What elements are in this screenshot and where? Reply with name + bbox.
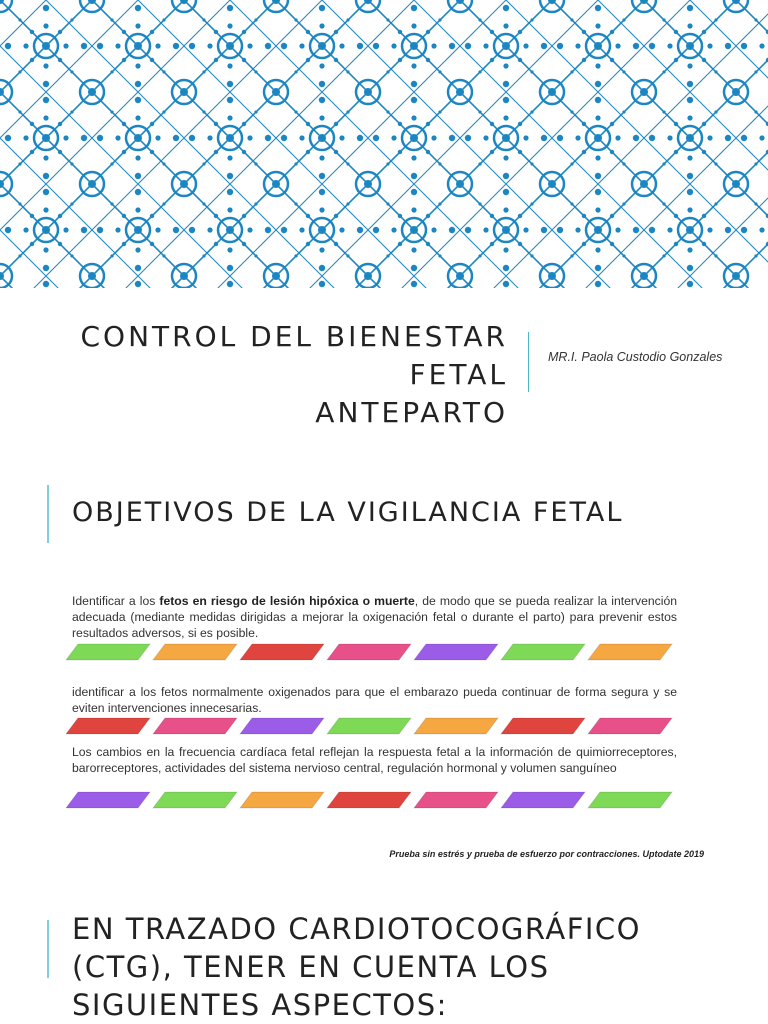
objective-paragraph-2: identificar a los fetos normalmente oxigenados para que el embarazo pueda continuar de forma segura y se eviten intervenciones innecesarias. (72, 685, 677, 715)
color-bar-segment (414, 644, 498, 660)
color-bar-segment (66, 718, 150, 734)
color-bar-segment (240, 792, 324, 808)
color-bar-segment (588, 792, 672, 808)
color-bar-segment (327, 718, 411, 734)
color-bar-segment (240, 644, 324, 660)
color-bar-row-2 (66, 717, 678, 735)
color-bar-segment (501, 718, 585, 734)
slide-title: OBJETIVOS DE LA VIGILANCIA FETAL (72, 497, 624, 528)
objectives-slide (0, 441, 768, 882)
presentation-title (0, 318, 508, 432)
color-bar-segment (501, 644, 585, 660)
author-name: MR.I. Paola Custodio Gonzales (548, 350, 723, 364)
ctg-slide (0, 882, 768, 1024)
color-bar-row-3 (66, 791, 678, 809)
color-bar-segment (501, 792, 585, 808)
color-bar-segment (153, 644, 237, 660)
color-bar-segment (588, 718, 672, 734)
color-bar-segment (66, 644, 150, 660)
color-bar-segment (327, 644, 411, 660)
accent-line (47, 920, 49, 978)
decorative-tile-pattern (0, 0, 768, 288)
title-slide (0, 0, 768, 441)
title-line-2: ANTEPARTO (315, 396, 508, 429)
slide-title: EN TRAZADO CARDIOTOCOGRÁFICO (CTG), TENER EN CUENTA LOS SIGUIENTES ASPECTOS: (72, 912, 641, 1022)
color-bar-segment (414, 718, 498, 734)
color-bar-segment (66, 792, 150, 808)
para1-text-end: , de modo que se pueda realizar la intervención adecuada (mediante medidas dirigidas a mejorar la oxigenación fetal o durante el parto) para prevenir estos resultados adversos, si es posible. (72, 594, 677, 640)
title-divider (528, 332, 529, 392)
title-line-1: CONTROL DEL BIENESTAR FETAL (80, 320, 508, 391)
color-bar-segment (414, 792, 498, 808)
objective-paragraph-1 (72, 593, 677, 641)
color-bar-segment (240, 718, 324, 734)
color-bar-row-1 (66, 643, 678, 661)
accent-line (47, 485, 49, 543)
color-bar-segment (153, 718, 237, 734)
para1-bold-text: fetos en riesgo de lesión hipóxica o muerte (159, 594, 415, 608)
color-bar-segment (327, 792, 411, 808)
para1-text-start: Identificar a los (72, 594, 160, 608)
reference-citation: Prueba sin estrés y prueba de esfuerzo por contracciones. Uptodate 2019 (389, 849, 704, 859)
objective-paragraph-3: Los cambios en la frecuencia cardíaca fetal reflejan la respuesta fetal a la información de quimiorreceptores, barorreceptores, actividades del sistema nervioso central, regulación hormonal y volumen sanguíneo (72, 745, 677, 775)
color-bar-segment (153, 792, 237, 808)
color-bar-segment (588, 644, 672, 660)
